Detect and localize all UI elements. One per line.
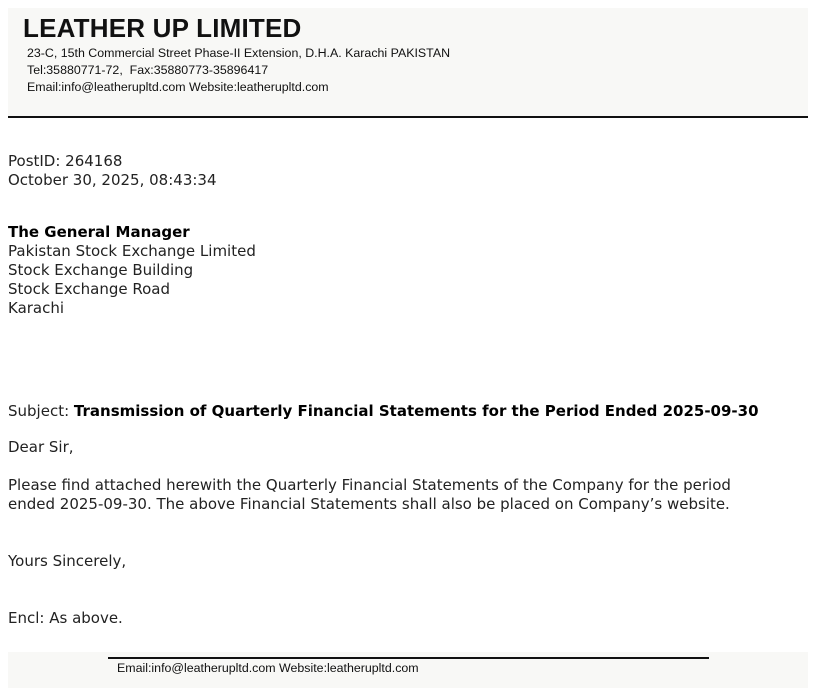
post-datetime: October 30, 2025, 08:43:34	[8, 171, 217, 189]
recipient-line-3: Stock Exchange Road	[8, 280, 170, 298]
subject-text: Transmission of Quarterly Financial Statements for the Period Ended 2025-09-30	[73, 402, 759, 420]
salutation: Dear Sir,	[8, 438, 74, 456]
recipient-line-1: Pakistan Stock Exchange Limited	[8, 242, 256, 260]
recipient-title: The General Manager	[8, 223, 190, 241]
body-paragraph-line-1: Please find attached herewith the Quarterly Financial Statements of the Company for the period	[8, 476, 731, 494]
footer-divider	[108, 657, 709, 659]
recipient-line-2: Stock Exchange Building	[8, 261, 194, 279]
company-address: 23-C, 15th Commercial Street Phase-II Extension, D.H.A. Karachi PAKISTAN	[27, 46, 451, 60]
subject-label: Subject:	[8, 402, 74, 420]
closing: Yours Sincerely,	[8, 552, 127, 570]
header-divider	[8, 116, 808, 118]
enclosure: Encl: As above.	[8, 609, 123, 627]
company-email-website: Email:info@leatherupltd.com Website:leatherupltd.com	[27, 80, 329, 94]
post-id: PostID: 264168	[8, 152, 123, 170]
company-name: LEATHER UP LIMITED	[23, 13, 302, 43]
company-phone-fax: Tel:35880771-72, Fax:35880773-35896417	[27, 63, 269, 77]
recipient-line-4: Karachi	[8, 299, 65, 317]
subject-line	[8, 402, 759, 421]
letterhead	[8, 8, 808, 116]
footer-email-website: Email:info@leatherupltd.com Website:leatherupltd.com	[117, 661, 419, 675]
body-paragraph-line-2: ended 2025-09-30. The above Financial Statements shall also be placed on Company’s website.	[8, 495, 730, 513]
